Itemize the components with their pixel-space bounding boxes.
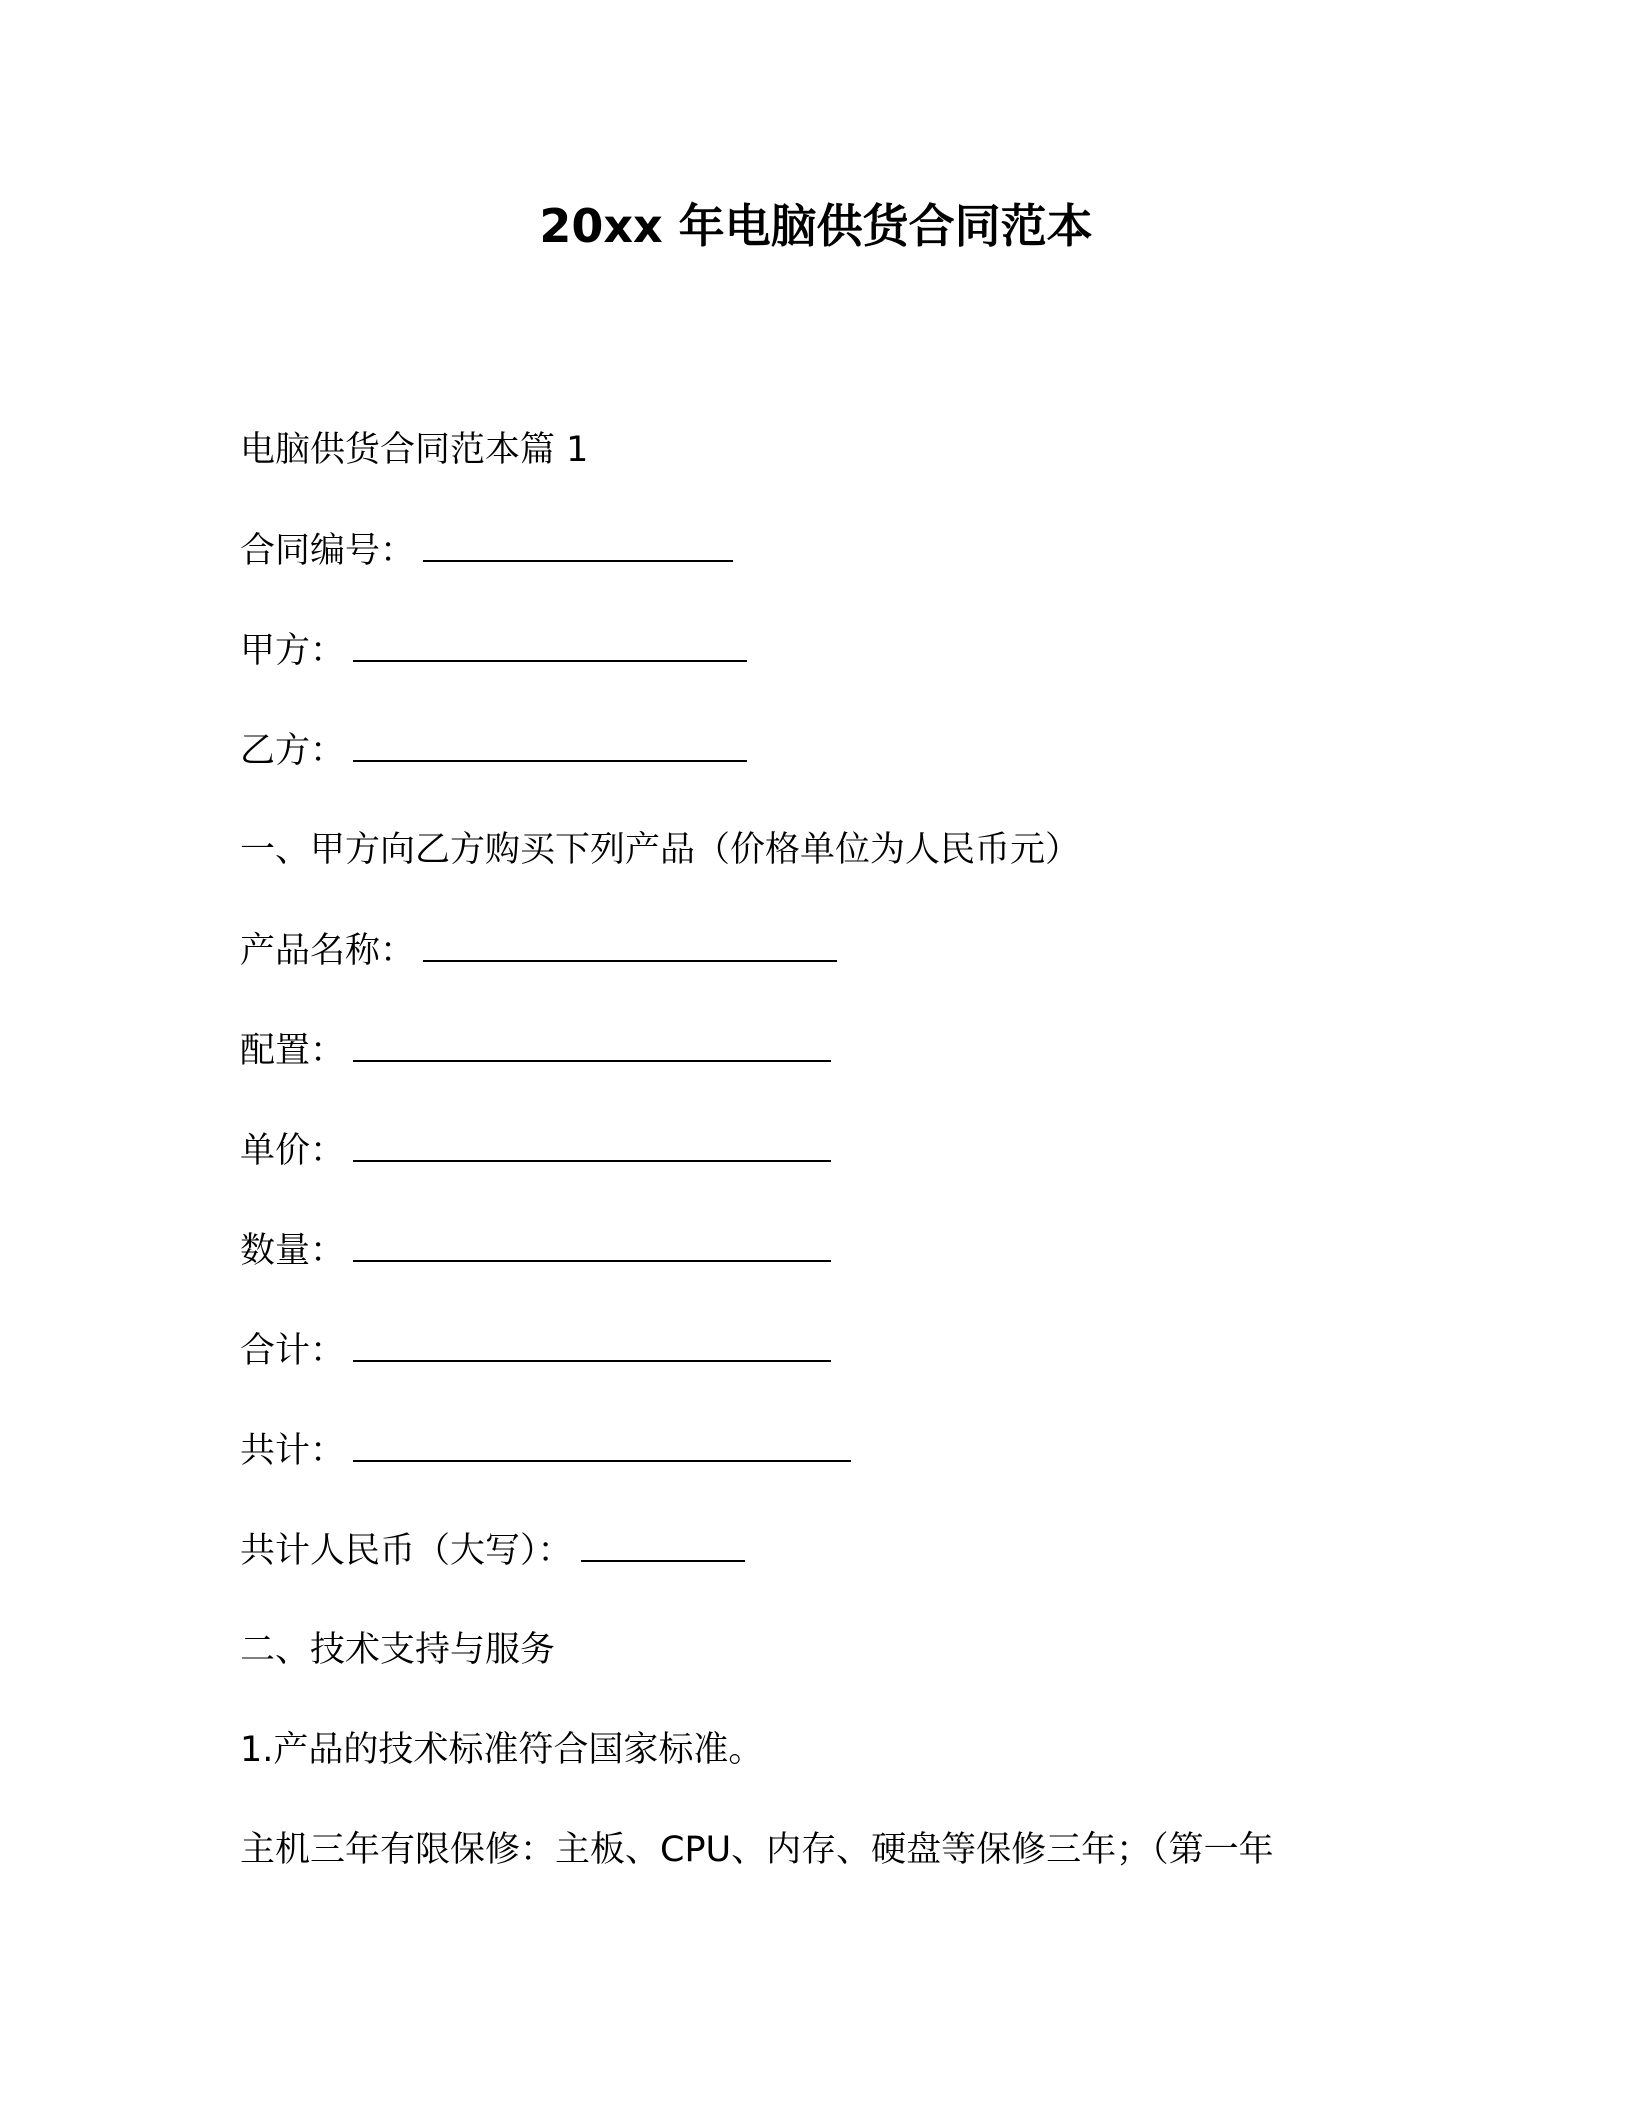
- total-blank: [353, 1426, 851, 1462]
- total-line: [240, 1426, 851, 1475]
- subtotal-label: 合计：: [240, 1331, 346, 1371]
- config-line: [240, 1026, 831, 1075]
- contract-number-line: [240, 526, 733, 575]
- quantity-blank: [353, 1226, 831, 1262]
- unit-price-line: [240, 1126, 831, 1175]
- contract-number-label: 合同编号：: [240, 531, 416, 571]
- clause-2-item-1: 1.产品的技术标准符合国家标准。: [240, 1730, 764, 1770]
- clause-2-warranty: 主机三年有限保修：主板、CPU、内存、硬盘等保修三年；（第一年: [240, 1830, 1274, 1870]
- total-label: 共计：: [240, 1431, 346, 1471]
- party-a-line: [240, 626, 747, 675]
- party-a-blank: [353, 626, 747, 662]
- party-b-line: [240, 726, 747, 775]
- party-b-label: 乙方：: [240, 731, 346, 771]
- quantity-label: 数量：: [240, 1231, 346, 1271]
- party-b-blank: [353, 726, 747, 762]
- document-title: 20xx 年电脑供货合同范本: [539, 199, 1093, 253]
- product-name-blank: [423, 926, 837, 962]
- config-label: 配置：: [240, 1031, 346, 1071]
- product-name-label: 产品名称：: [240, 931, 416, 971]
- subtotal-line: [240, 1326, 831, 1375]
- clause-1-heading: 一、甲方向乙方购买下列产品（价格单位为人民币元）: [240, 830, 1081, 870]
- quantity-line: [240, 1226, 831, 1275]
- party-a-label: 甲方：: [240, 631, 346, 671]
- product-name-line: [240, 926, 837, 975]
- unit-price-label: 单价：: [240, 1131, 346, 1171]
- unit-price-blank: [353, 1126, 831, 1162]
- subtotal-blank: [353, 1326, 831, 1362]
- clause-2-heading: 二、技术支持与服务: [240, 1630, 556, 1670]
- config-blank: [353, 1026, 831, 1062]
- contract-number-blank: [423, 526, 733, 562]
- total-rmb-line: [240, 1526, 745, 1575]
- total-rmb-label: 共计人民币（大写）：: [240, 1531, 573, 1571]
- total-rmb-blank: [581, 1526, 745, 1562]
- section-heading: 电脑供货合同范本篇 1: [240, 430, 589, 470]
